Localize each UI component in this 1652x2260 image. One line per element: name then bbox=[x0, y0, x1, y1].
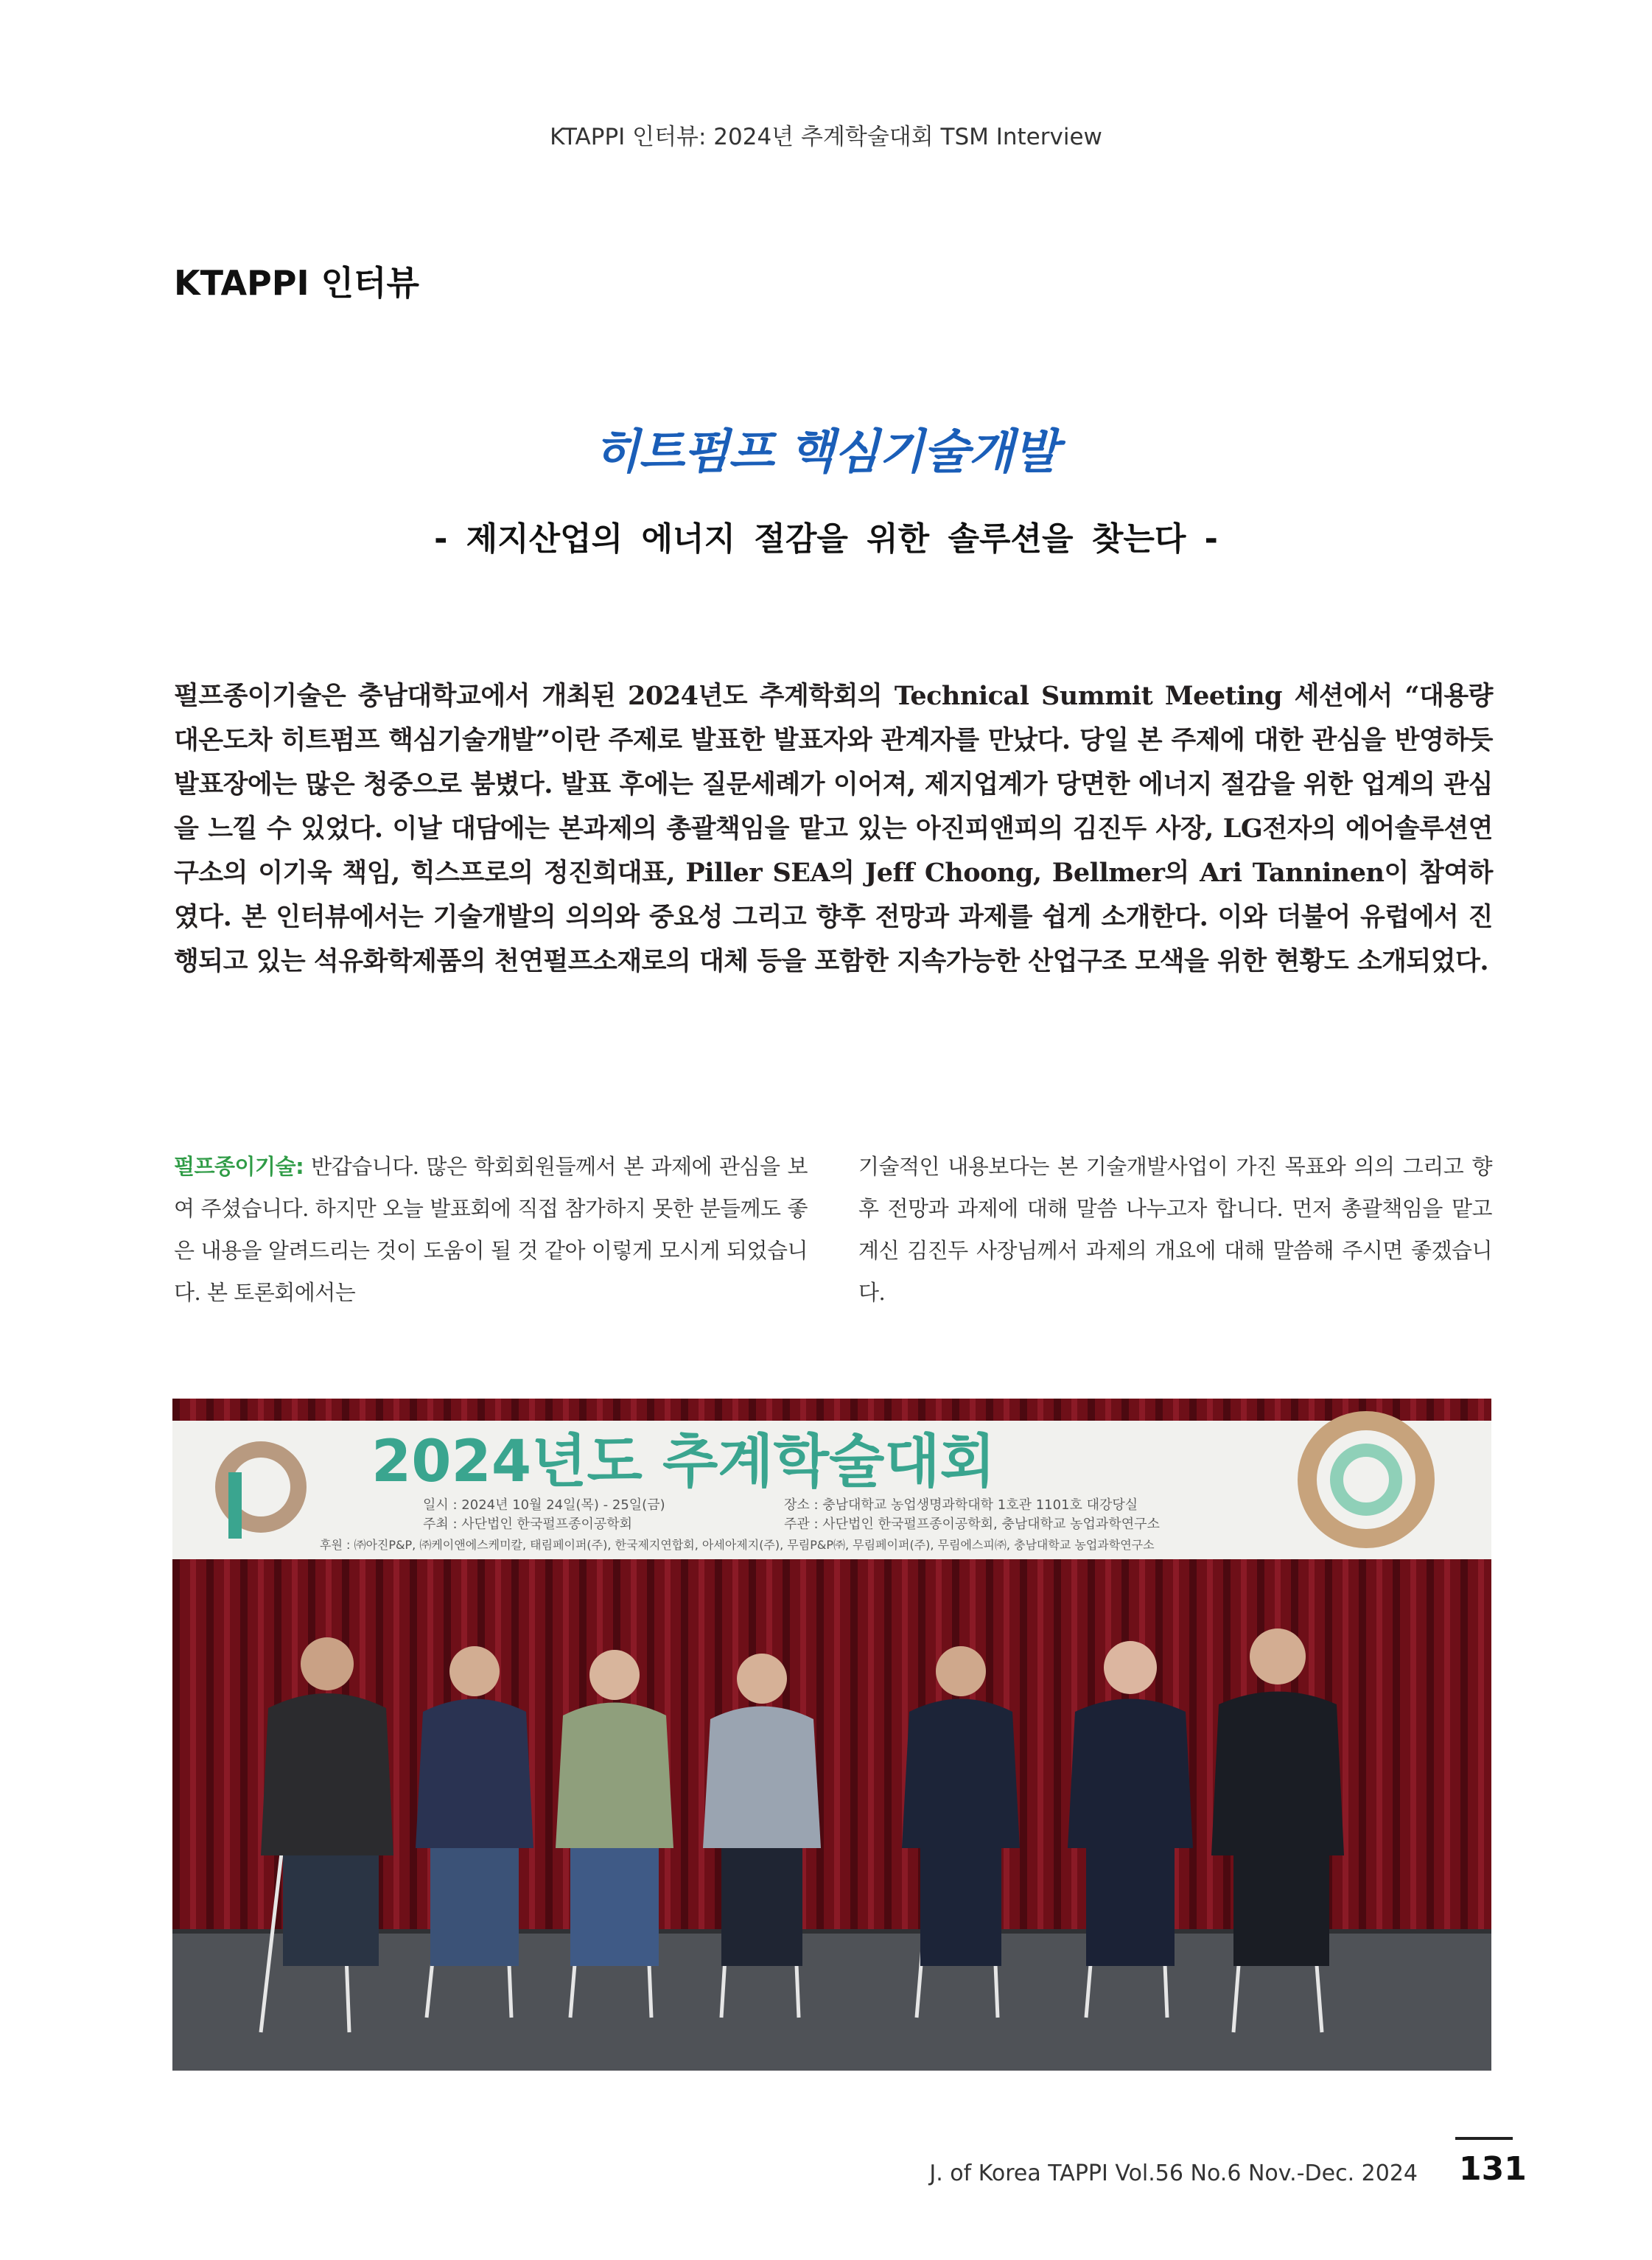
article-title: 히트펌프 핵심기술개발 bbox=[594, 425, 1058, 480]
left-column-text: 반갑습니다. 많은 학회회원들께서 본 과제에 관심을 보여 주셨습니다. 하지만 오늘 발표회에 직접 참가하지 못한 분들께도 좋은 내용을 알려드리는 것이 도움이 될 것 같아 이렇게 모시게 되었습니다. 본 토론회에서는 bbox=[174, 1154, 808, 1305]
body-column-right: 기술적인 내용보다는 본 기술개발사업이 가진 목표와 의의 그리고 향후 전망과 과제에 대해 말씀 나누고자 합니다. 먼저 총괄책임을 맡고 계신 김진두 사장님께서 과제의 개요에 대해 말씀해 주시면 좋겠습니다. bbox=[858, 1154, 1492, 1305]
body-column-left bbox=[174, 1146, 808, 1314]
footer-journal: J. of Korea TAPPI Vol.56 No.6 Nov.-Dec. 2024 bbox=[929, 2161, 1418, 2186]
footer-rule bbox=[1455, 2137, 1513, 2140]
running-header: KTAPPI 인터뷰: 2024년 추계학술대회 TSM Interview bbox=[550, 124, 1102, 150]
banner-host: 주최 : 사단법인 한국펄프종이공학회 bbox=[423, 1516, 633, 1532]
banner-sponsors: 후원 : ㈜아진P&P, ㈜케이앤에스케미칼, 태림페이퍼(주), 한국제지연합회, 아세아제지(주), 무림P&P㈜, 무림페이퍼(주), 무림에스피㈜, 충남대학교 농업과학연구소 bbox=[320, 1538, 1155, 1552]
section-label: KTAPPI 인터뷰 bbox=[174, 263, 419, 303]
lead-paragraph: 펄프종이기술은 충남대학교에서 개최된 2024년도 추계학회의 Technical Summit Meeting 세션에서 “대용량 대온도차 히트펌프 핵심기술개발”이란 주제로 발표한 발표자와 관계자를 만났다. 당일 본 주제에 대한 관심을 반영하듯 발표장에는 많은 청중으로 붐볐다. 발표 후에는 질문세례가 이어져, 제지업계가 당면한 에너지 절감을 위한 업계의 관심을 느낄 수 있었다. 이날 대담에는 본과제의 총괄책임을 맡고 있는 아진피앤피의 김진두 사장, LG전자의 에어솔루션연구소의 이기욱 책임, 힉스프로의 정진희대표, Piller SEA의 Jeff Choong, Bellmer의 Ari Tanninen이 참여하였다. 본 인터뷰에서는 기술개발의 의의와 중요성 그리고 향후 전망과 과제를 쉽게 소개한다. 이와 더불어 유럽에서 진행되고 있는 석유화학제품의 천연펄프소재로의 대체 등을 포함한 지속가능한 산업구조 모색을 위한 현황도 소개되었다. bbox=[174, 681, 1493, 976]
banner-title: 2024년도 추계학술대회 bbox=[371, 1429, 996, 1495]
article-subtitle: - 제지산업의 에너지 절감을 위한 솔루션을 찾는다 - bbox=[434, 520, 1218, 558]
speaker-label: 펄프종이기술: bbox=[174, 1154, 304, 1179]
banner-date: 일시 : 2024년 10월 24일(목) - 25일(금) bbox=[423, 1497, 665, 1513]
page-number: 131 bbox=[1459, 2150, 1527, 2188]
panel-photo bbox=[172, 1399, 1491, 2071]
banner-venue: 장소 : 충남대학교 농업생명과학대학 1호관 1101호 대강당실 bbox=[784, 1497, 1138, 1513]
event-banner bbox=[172, 1421, 1491, 1559]
banner-organizer: 주관 : 사단법인 한국펄프종이공학회, 충남대학교 농업과학연구소 bbox=[784, 1516, 1160, 1532]
